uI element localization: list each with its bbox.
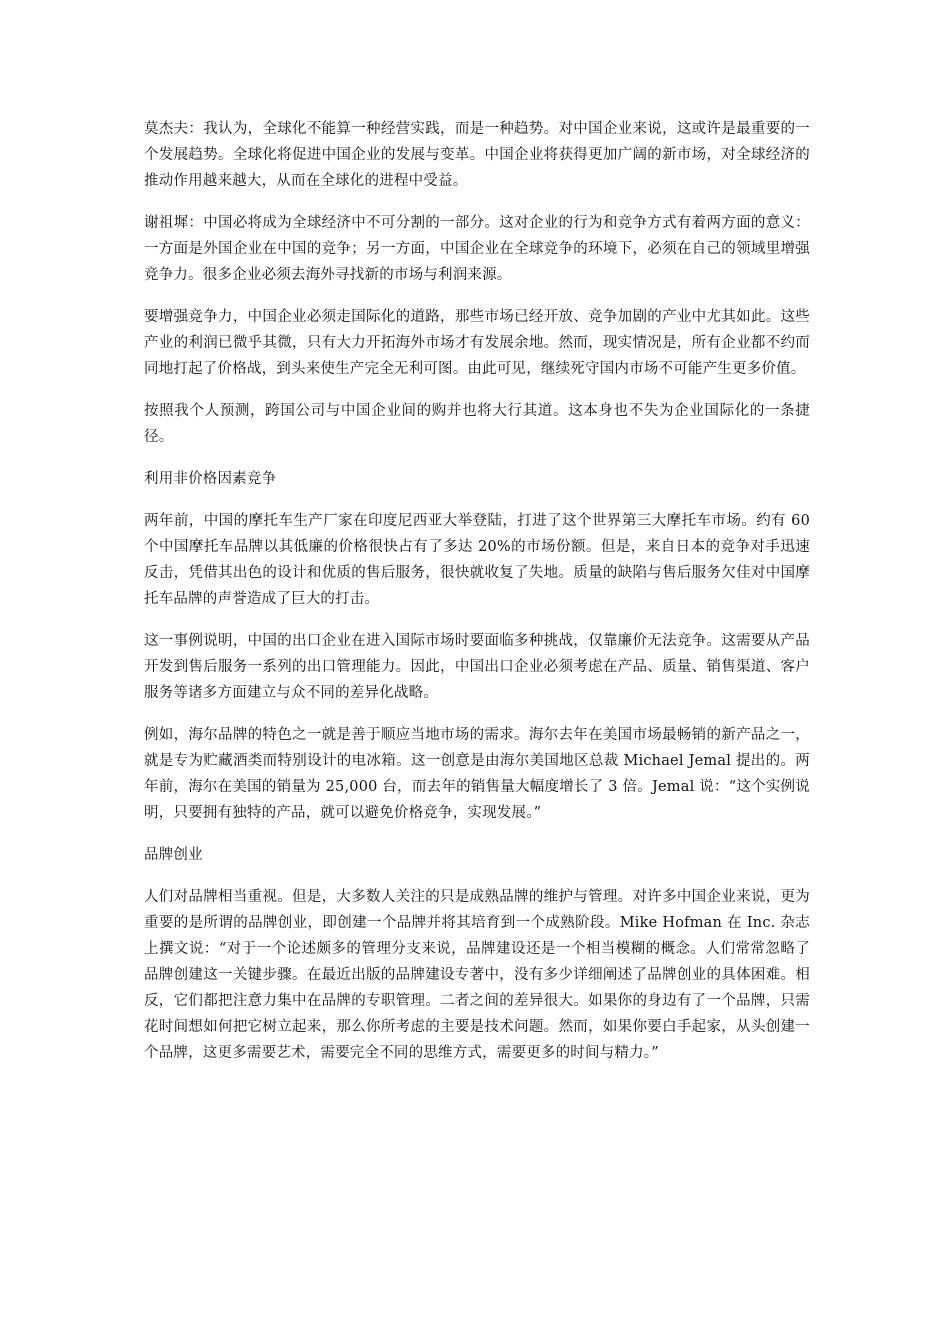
paragraph-2: 谢祖墀：中国必将成为全球经济中不可分割的一部分。这对企业的行为和竞争方式有着两方面的意义：一方面是外国企业在中国的竞争；另一方面，中国企业在全球竞争的环境下，必须在自己的领域里增强竞争力。很多企业必须去海外寻找新的市场与利润来源。	[144, 215, 810, 283]
paragraph-7: 例如，海尔品牌的特色之一就是善于顺应当地市场的需求。海尔去年在美国市场最畅销的新产品之一，就是专为贮藏酒类而特别设计的电冰箱。这一创意是由海尔美国地区总裁 Michael Jemal 提出的。两年前，海尔在美国的销量为 25,000 台，而去年的销售量大幅度增长了 3 倍。Jemal 说：“这个实例说明，只要拥有独特的产品，就可以避免价格竞争，实现发展。”	[144, 727, 810, 821]
section-heading-price-competition: 利用非价格因素竞争	[144, 471, 277, 487]
document-page	[144, 116, 810, 1082]
paragraph-5: 两年前，中国的摩托车生产厂家在印度尼西亚大举登陆，打进了这个世界第三大摩托车市场。约有 60 个中国摩托车品牌以其低廉的价格很快占有了多达 20%的市场份额。但是，来自日本的竞争对手迅速反击，凭借其出色的设计和优质的售后服务，很快就收复了失地。质量的缺陷与售后服务欠佳对中国摩托车品牌的声誉造成了巨大的打击。	[144, 513, 810, 607]
section-heading-brand-startup: 品牌创业	[144, 847, 203, 863]
paragraph-3: 要增强竞争力，中国企业必须走国际化的道路，那些市场已经开放、竞争加剧的产业中尤其如此。这些产业的利润已微乎其微，只有大力开拓海外市场才有发展余地。然而，现实情况是，所有企业都不约而同地打起了价格战，到头来使生产完全无利可图。由此可见，继续死守国内市场不可能产生更多价值。	[144, 309, 810, 377]
paragraph-4: 按照我个人预测，跨国公司与中国企业间的购并也将大行其道。这本身也不失为企业国际化的一条捷径。	[144, 403, 810, 445]
paragraph-6: 这一事例说明，中国的出口企业在进入国际市场时要面临多种挑战，仅靠廉价无法竞争。这需要从产品开发到售后服务一系列的出口管理能力。因此，中国出口企业必须考虑在产品、质量、销售渠道、客户服务等诸多方面建立与众不同的差异化战略。	[144, 633, 810, 701]
paragraph-1: 莫杰夫：我认为，全球化不能算一种经营实践，而是一种趋势。对中国企业来说，这或许是最重要的一个发展趋势。全球化将促进中国企业的发展与变革。中国企业将获得更加广阔的新市场，对全球经济的推动作用越来越大，从而在全球化的进程中受益。	[144, 121, 810, 189]
paragraph-8: 人们对品牌相当重视。但是，大多数人关注的只是成熟品牌的维护与管理。对许多中国企业来说，更为重要的是所谓的品牌创业，即创建一个品牌并将其培育到一个成熟阶段。Mike Hofman 在 Inc. 杂志上撰文说：“对于一个论述颇多的管理分支来说，品牌建设还是一个相当模糊的概念。人们常常忽略了品牌创建这一关键步骤。在最近出版的品牌建设专著中，没有多少详细阐述了品牌创业的具体困难。相反，它们都把注意力集中在品牌的专职管理。二者之间的差异很大。如果你的身边有了一个品牌，只需花时间想如何把它树立起来，那么你所考虑的主要是技术问题。然而，如果你要白手起家，从头创建一个品牌，这更多需要艺术，需要完全不同的思维方式，需要更多的时间与精力。”	[144, 889, 810, 1061]
